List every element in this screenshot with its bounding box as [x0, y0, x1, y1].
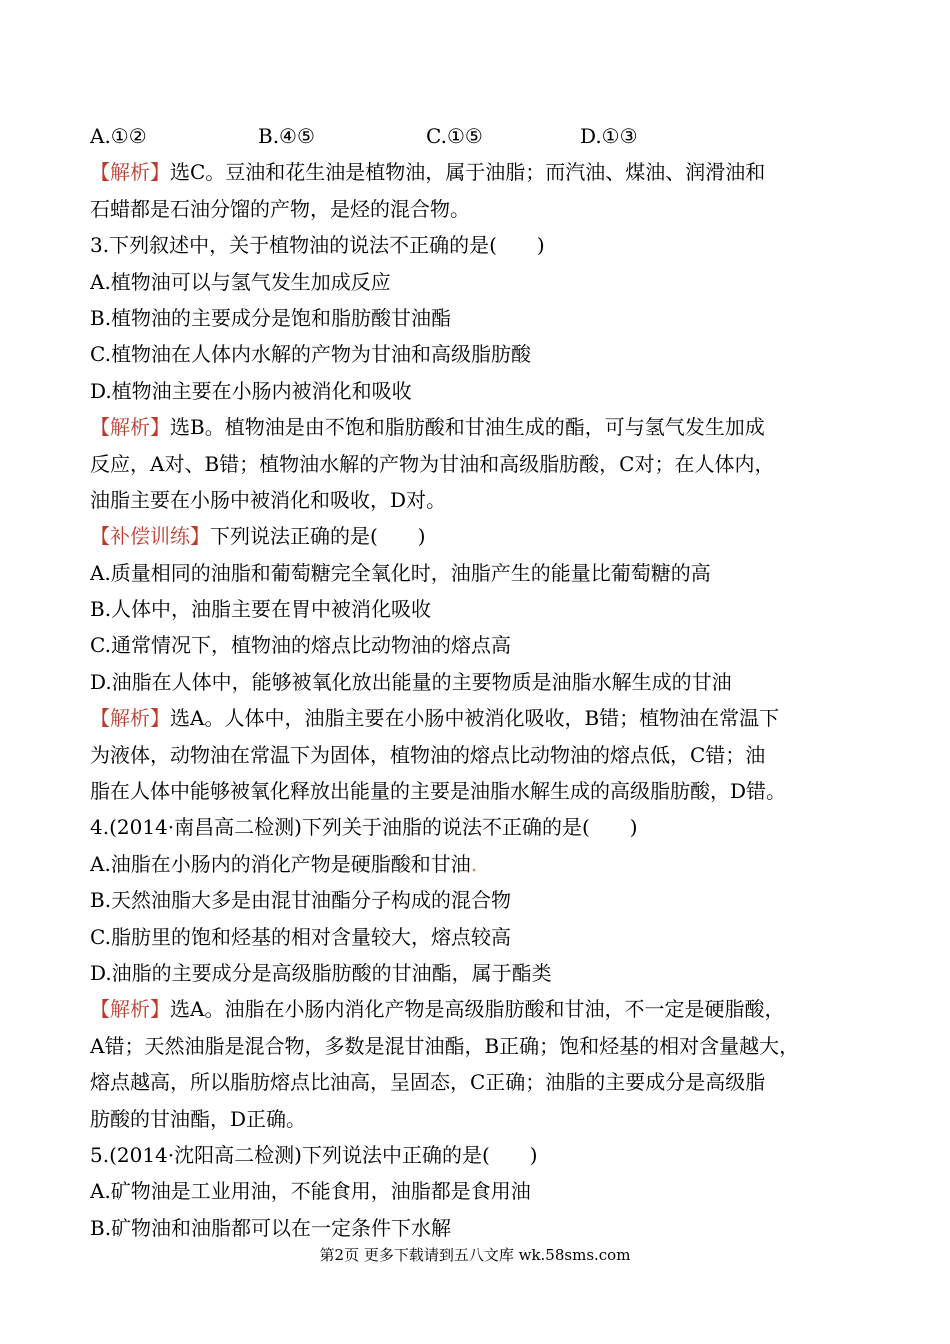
q3-analysis-line: 油脂主要在小肠中被消化和吸收，D对。 [90, 487, 447, 512]
compensate-option-b: B.人体中，油脂主要在胃中被消化吸收 [90, 597, 432, 622]
q3-option-d: D.植物油主要在小肠内被消化和吸收 [90, 378, 412, 403]
q2-option-a: A.①② [90, 124, 147, 148]
q4-analysis-line: 肪酸的甘油酯，D正确。 [90, 1106, 307, 1131]
q4-stem: 4.(2014·南昌高二检测)下列关于油脂的说法不正确的是( ) [90, 815, 638, 840]
q3-option-c: C.植物油在人体内水解的产物为甘油和高级脂肪酸 [90, 342, 531, 367]
q3-stem: 3.下列叙述中，关于植物油的说法不正确的是( ) [90, 233, 545, 258]
compensate-stem: 【补偿训练】下列说法正确的是( ) [90, 524, 426, 549]
page-footer: 第2页 更多下载请到五八文库 wk.58sms.com [319, 1246, 631, 1264]
compensate-tag: 【补偿训练】 [90, 524, 210, 549]
q3-option-b: B.植物油的主要成分是饱和脂肪酸甘油酯 [90, 305, 452, 330]
compensate-analysis-line: 【解析】选A。人体中，油脂主要在小肠中被消化吸收，B错；植物油在常温下 [90, 706, 780, 731]
analysis-tag: 【解析】 [90, 415, 170, 440]
q5-option-a: A.矿物油是工业用油，不能食用，油脂都是食用油 [90, 1179, 531, 1204]
q3-option-a: A.植物油可以与氢气发生加成反应 [90, 269, 391, 294]
q4-option-b: B.天然油脂大多是由混甘油酯分子构成的混合物 [90, 888, 512, 913]
q4-analysis-line: 熔点越高，所以脂肪熔点比油高，呈固态，C正确；油脂的主要成分是高级脂 [90, 1070, 766, 1095]
q2-analysis-line: 石蜡都是石油分馏的产物，是烃的混合物。 [90, 196, 470, 221]
q4-option-d: D.油脂的主要成分是高级脂肪酸的甘油酯，属于酯类 [90, 960, 552, 985]
compensate-analysis-line: 脂在人体中能够被氧化释放出能量的主要是油脂水解生成的高级脂肪酸，D错。 [90, 779, 787, 804]
q4-option-c: C.脂肪里的饱和烃基的相对含量较大，熔点较高 [90, 924, 511, 949]
q4-analysis-line: A错；天然油脂是混合物，多数是混甘油酯，B正确；饱和烃基的相对含量越大， [90, 1033, 800, 1058]
q2-analysis-line: 【解析】选C。豆油和花生油是植物油，属于油脂；而汽油、煤油、润滑油和 [90, 160, 766, 185]
compensate-option-a: A.质量相同的油脂和葡萄糖完全氧化时，油脂产生的能量比葡萄糖的高 [90, 560, 711, 585]
q2-option-d: D.①③ [580, 124, 638, 148]
q2-options [90, 118, 870, 154]
document-body [90, 118, 870, 1246]
q5-option-b: B.矿物油和油脂都可以在一定条件下水解 [90, 1215, 452, 1240]
q3-analysis-line: 反应，A对、B错；植物油水解的产物为甘油和高级脂肪酸，C对；在人体内， [90, 451, 775, 476]
q2-option-b: B.④⑤ [258, 124, 315, 148]
q4-option-a: A.油脂在小肠内的消化产物是硬脂酸和甘油. [90, 851, 478, 876]
q4-analysis-line: 【解析】选A。油脂在小肠内消化产物是高级脂肪酸和甘油，不一定是硬脂酸， [90, 997, 785, 1022]
q2-option-c: C.①⑤ [426, 124, 483, 148]
compensate-analysis-line: 为液体，动物油在常温下为固体，植物油的熔点比动物油的熔点低，C错；油 [90, 742, 766, 767]
q5-stem: 5.(2014·沈阳高二检测)下列说法中正确的是( ) [90, 1142, 538, 1167]
q3-analysis-line: 【解析】选B。植物油是由不饱和脂肪酸和甘油生成的酯，可与氢气发生加成 [90, 415, 765, 440]
orange-dot-mark: . [470, 851, 478, 876]
compensate-option-d: D.油脂在人体中，能够被氧化放出能量的主要物质是油脂水解生成的甘油 [90, 669, 732, 694]
analysis-tag: 【解析】 [90, 997, 170, 1022]
analysis-tag: 【解析】 [90, 160, 170, 185]
analysis-tag: 【解析】 [90, 706, 170, 731]
compensate-option-c: C.通常情况下，植物油的熔点比动物油的熔点高 [90, 633, 511, 658]
